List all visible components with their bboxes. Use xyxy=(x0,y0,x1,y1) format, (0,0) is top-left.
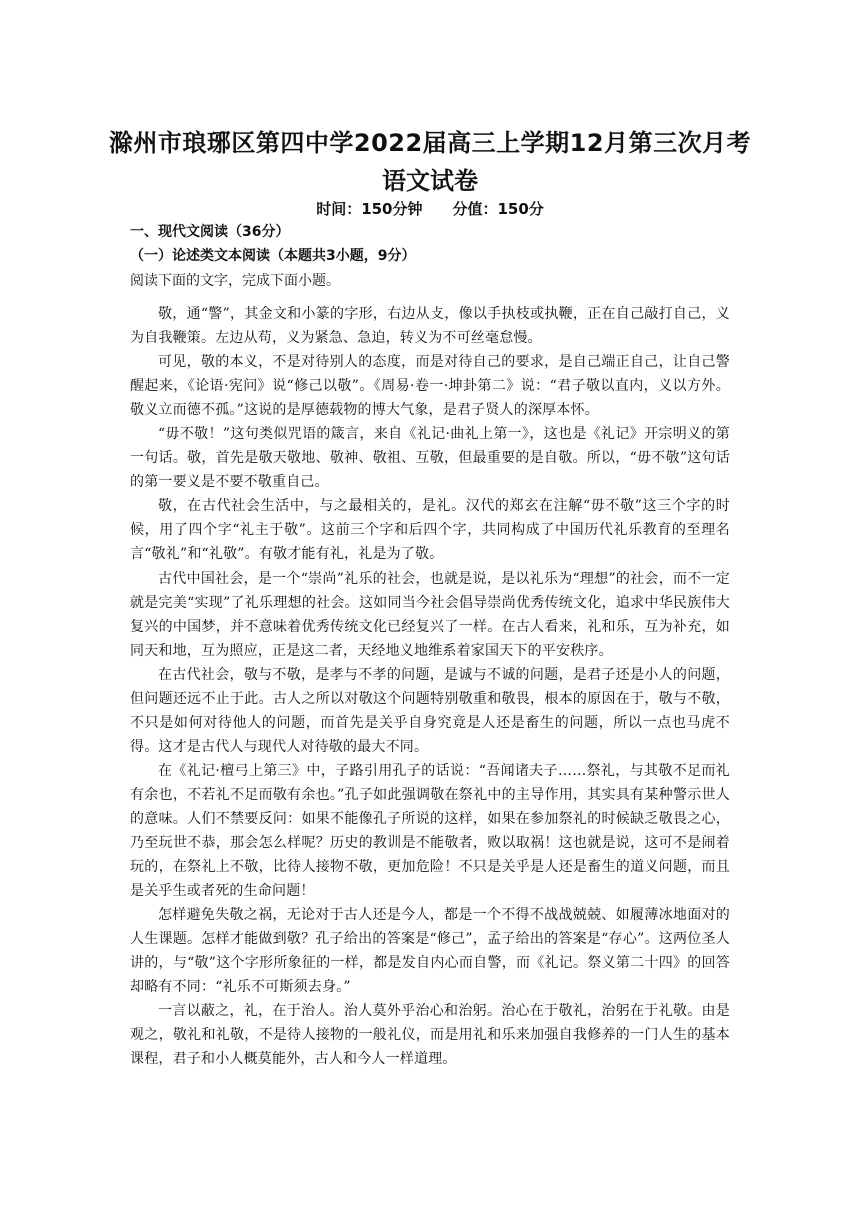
exam-time: 时间：150分钟 xyxy=(316,200,423,218)
section-heading: 一、现代文阅读（36分） xyxy=(130,224,290,240)
exam-title: 滁州市琅琊区第四中学2022届高三上学期12月第三次月考 xyxy=(108,129,752,157)
passage-paragraph: 敬，在古代社会生活中，与之最相关的，是礼。汉代的郑玄在注解“毋不敬”这三个字的时候，用了四个字“礼主于敬”。这前三个字和后四个字，共同构成了中国历代礼乐教育的至理名言“敬礼”和“礼敬”。有敬才能有礼，礼是为了敬。 xyxy=(130,498,730,563)
reading-passage xyxy=(130,302,730,1072)
passage-paragraph: 在古代社会，敬与不敬，是孝与不孝的问题，是诚与不诚的问题，是君子还是小人的问题，但问题还远不止于此。古人之所以对敬这个问题特别敬重和敬畏，根本的原因在于，敬与不敬，不只是如何对待他人的问题，而首先是关乎自身究竟是人还是畜生的问题，所以一点也马虎不得。这才是古代人与现代人对待敬的最大不同。 xyxy=(130,666,730,755)
exam-subject-title: 语文试卷 xyxy=(382,167,478,195)
passage-paragraph: 可见，敬的本义，不是对待别人的态度，而是对待自己的要求，是自己端正自己，让自己警醒起来，《论语·宪问》说“修己以敬”。《周易·卷一·坤卦第二》说：“君子敬以直内，义以方外。敬义立而德不孤。”这说的是厚德载物的博大气象，是君子贤人的深厚本怀。 xyxy=(130,354,730,419)
passage-paragraph: 古代中国社会，是一个“崇尚”礼乐的社会，也就是说，是以礼乐为“理想”的社会，而不一定就是完美“实现”了礼乐理想的社会。这如同当今社会倡导崇尚优秀传统文化，追求中华民族伟大复兴的中国梦，并不意味着优秀传统文化已经复兴了一样。在古人看来，礼和乐，互为补充，如同天和地，互为照应，正是这二者，天经地义地维系着家国天下的平安秩序。 xyxy=(130,570,730,659)
passage-paragraph: 在《礼记·檀弓上第三》中，子路引用孔子的话说：“吾闻诸夫子……祭礼，与其敬不足而礼有余也，不若礼不足而敬有余也。”孔子如此强调敬在祭礼中的主导作用，其实具有某种警示世人的意味。人们不禁要反问：如果不能像孔子所说的这样，如果在参加祭礼的时候缺乏敬畏之心，乃至玩世不恭，那会怎么样呢？历史的教训是不能敬者，败以取祸！这也就是说，这可不是闹着玩的，在祭礼上不敬，比待人接物不敬，更加危险！不只是关乎是人还是畜生的道义问题，而且是关乎生或者死的生命问题！ xyxy=(130,762,730,900)
passage-paragraph: 怎样避免失敬之祸，无论对于古人还是今人，都是一个不得不战战兢兢、如履薄冰地面对的人生课题。怎样才能做到敬？孔子给出的答案是“修己”，孟子给出的答案是“存心”。这两位圣人讲的，与“敬”这个字形所象征的一样，都是发自内心而自警，而《礼记。祭义第二十四》的回答却略有不同：“礼乐不可斯须去身。” xyxy=(130,907,730,996)
passage-paragraph: 一言以蔽之，礼，在于治人。治人莫外乎治心和治躬。治心在于敬礼，治躬在于礼敬。由是观之，敬礼和礼敬，不是待人接物的一般礼仪，而是用礼和乐来加强自我修养的一门人生的基本课程，君子和小人概莫能外，古人和今人一样道理。 xyxy=(130,1003,730,1068)
passage-paragraph: 敬，通“警”，其金文和小篆的字形，右边从攴，像以手执枝或执鞭，正在自己敲打自己，义为自我鞭策。左边从苟，义为紧急、急迫，转义为不可丝毫怠慢。 xyxy=(130,306,730,347)
exam-score: 分值：150分 xyxy=(452,200,544,218)
subsection-heading: （一）论述类文本阅读（本题共3小题，9分） xyxy=(130,248,416,264)
exam-meta xyxy=(0,198,860,220)
reading-instruction: 阅读下面的文字，完成下面小题。 xyxy=(130,273,340,289)
passage-paragraph: “毋不敬！”这句类似咒语的箴言，来自《礼记·曲礼上第一》，这也是《礼记》开宗明义的第一句话。敬，首先是敬天敬地、敬神、敬祖、互敬，但最重要的是自敬。所以，“毋不敬”这句话的第一要义是不要不敬重自己。 xyxy=(130,426,730,491)
